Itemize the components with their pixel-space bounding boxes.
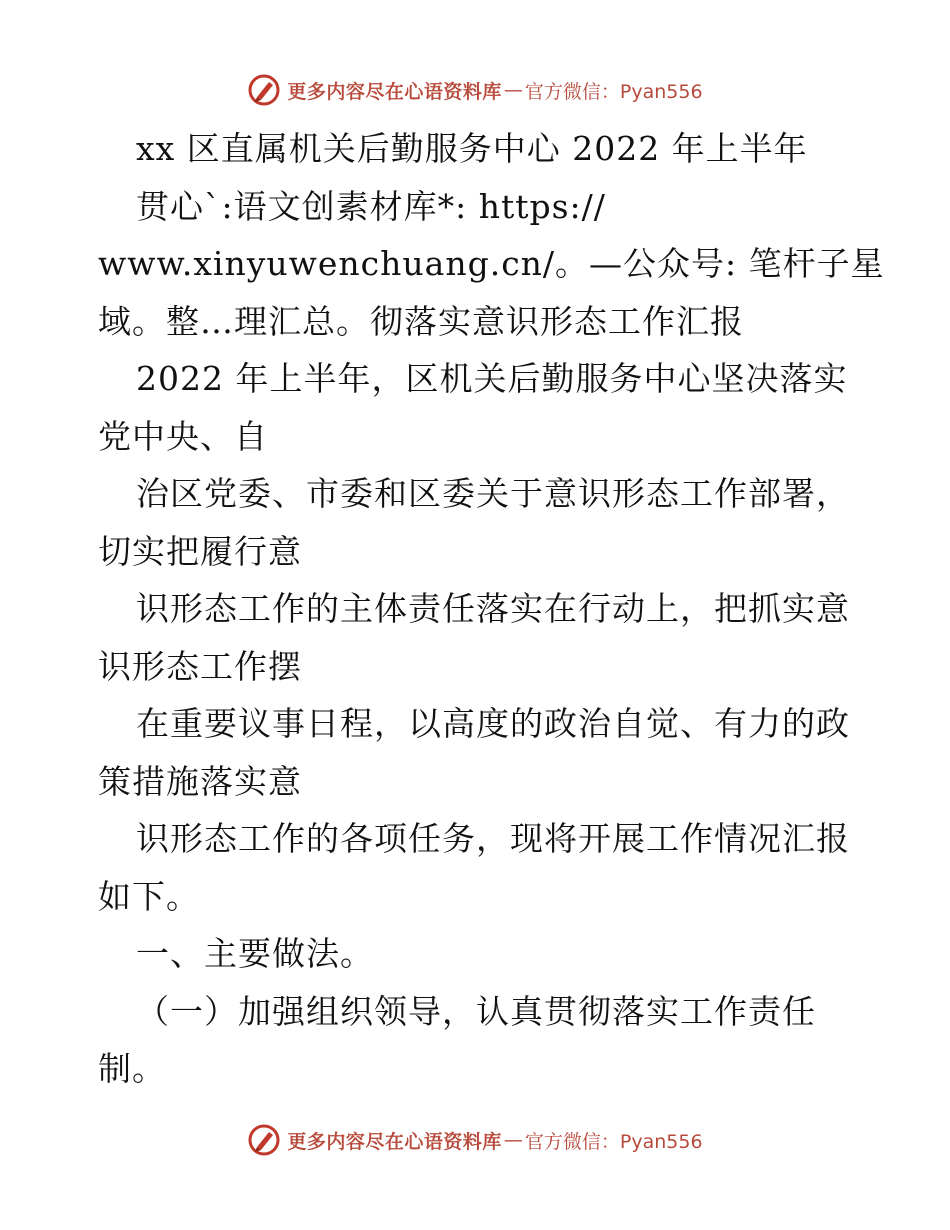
pen-logo-icon: [247, 1123, 281, 1157]
footer-banner: [0, 1120, 950, 1160]
text-line: 识形态工作的主体责任落实在行动上，把抓实意: [136, 589, 850, 628]
section-heading: 一、主要做法。: [136, 934, 374, 973]
text-line: www.xinyuwenchuang.cn/。—公众号: 笔杆子星: [98, 244, 885, 283]
document-body: [98, 120, 885, 1098]
text-line: 党中央、自: [98, 416, 268, 456]
text-line: 策措施落实意: [98, 761, 302, 801]
text-line: 识形态工作摆: [98, 646, 302, 686]
banner-dash: —: [503, 79, 523, 101]
text-line: 如下。: [98, 876, 200, 916]
banner-dash: —: [503, 1129, 523, 1151]
text-line: xx 区直属机关后勤服务中心 2022 年上半年: [136, 129, 808, 168]
wechat-id: 官方微信：Pyan556: [524, 80, 703, 103]
text-line: 在重要议事日程，以高度的政治自觉、有力的政: [136, 704, 850, 743]
text-line: 域。整…理汇总。彻落实意识形态工作汇报: [98, 301, 744, 341]
subsection-heading: （一）加强组织领导，认真贯彻落实工作责任: [136, 991, 816, 1031]
text-line: 识形态工作的各项任务，现将开展工作情况汇报: [136, 819, 850, 858]
promo-text: 更多内容尽在心语资料库: [287, 80, 502, 103]
text-line: 贯心`:语文创素材库*: https://: [136, 186, 606, 226]
promo-text: 更多内容尽在心语资料库: [287, 1130, 502, 1153]
text-line: 切实把履行意: [98, 531, 302, 571]
wechat-id: 官方微信：Pyan556: [524, 1130, 703, 1153]
text-line: 治区党委、市委和区委关于意识形态工作部署，: [136, 474, 850, 513]
text-line: 2022 年上半年，区机关后勤服务中心坚决落实: [136, 359, 848, 398]
pen-logo-icon: [247, 73, 281, 107]
header-banner: [0, 70, 950, 110]
text-line: 制。: [98, 1049, 166, 1088]
